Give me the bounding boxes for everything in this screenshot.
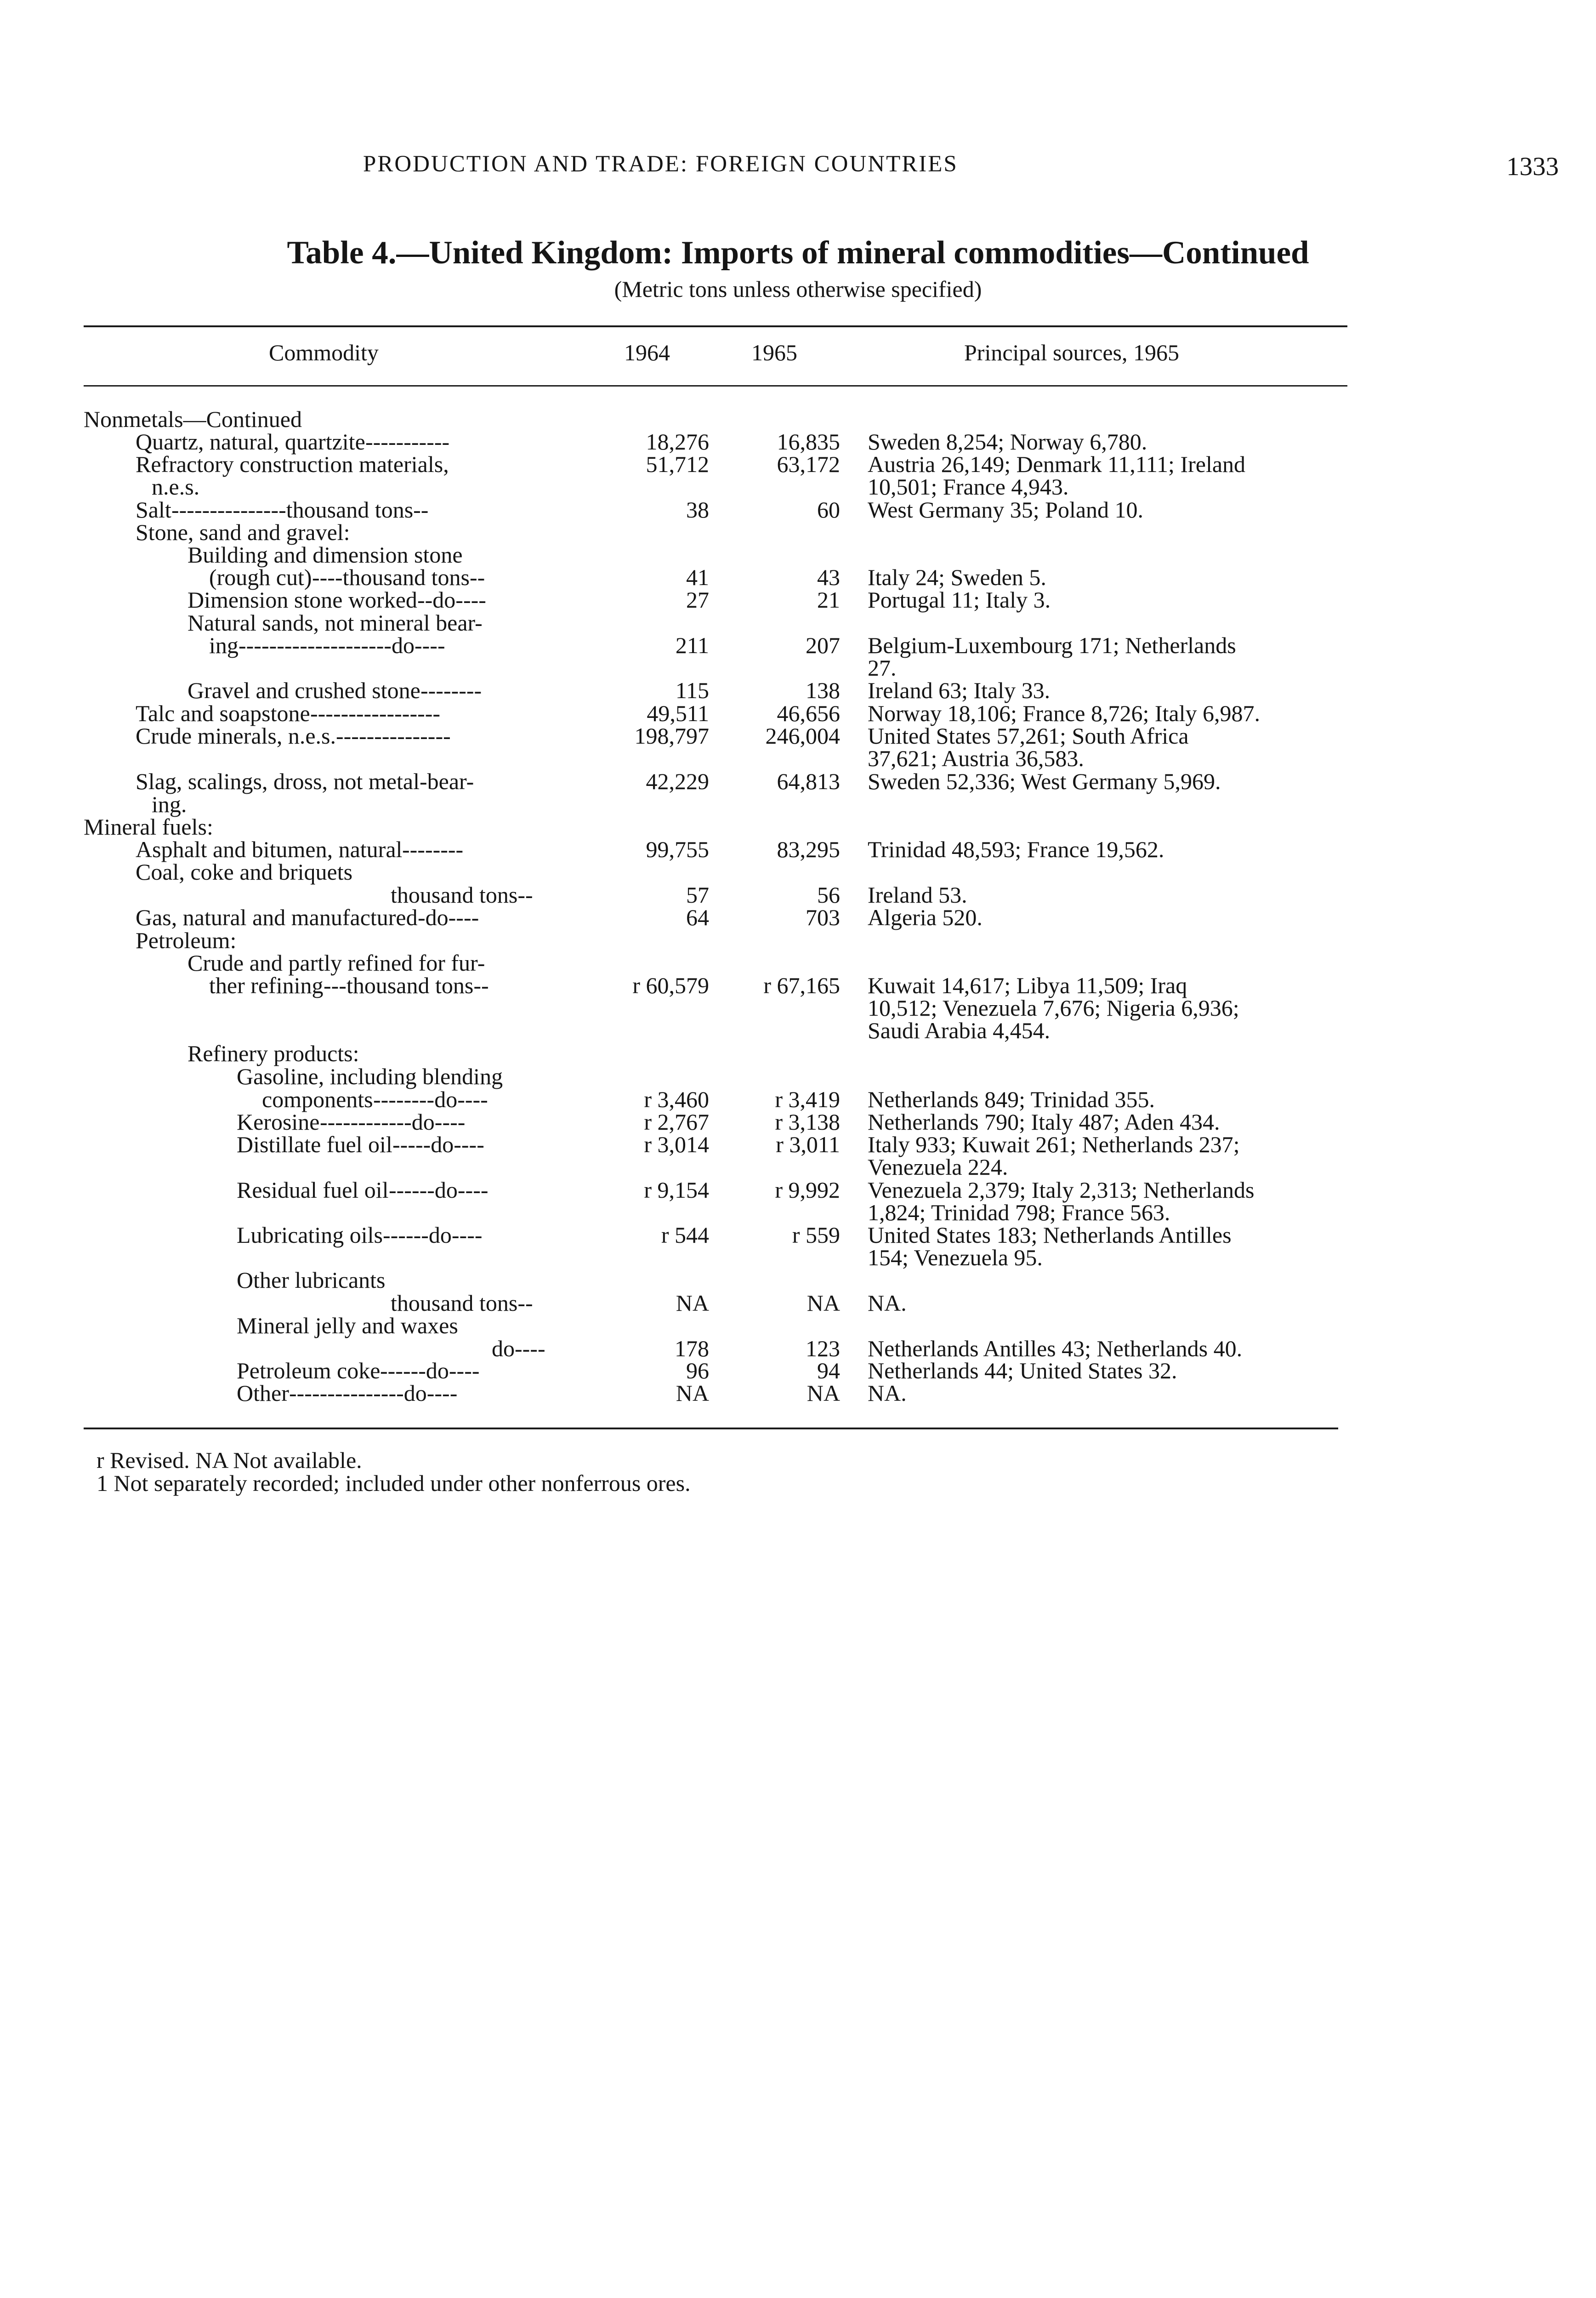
commodity-label: Refractory construction materials, <box>136 451 449 477</box>
table-row <box>0 1179 1596 1201</box>
value-1965: r 67,165 <box>763 973 840 998</box>
table-row <box>0 770 1596 792</box>
table-row <box>0 838 1596 860</box>
leader-dots: -----do---- <box>392 1132 484 1157</box>
commodity-label: (rough cut) <box>209 564 312 590</box>
principal-sources: Saudi Arabia 4,454. <box>868 1018 1051 1043</box>
leader-dots: ----thousand tons-- <box>312 564 485 590</box>
principal-sources: United States 183; Netherlands Antilles <box>868 1222 1232 1248</box>
value-1965: NA <box>807 1380 840 1406</box>
table-row <box>0 612 1596 634</box>
value-1964: 18,276 <box>646 429 709 455</box>
value-1965: r 3,011 <box>776 1132 840 1157</box>
principal-sources: Portugal 11; Italy 3. <box>868 587 1051 613</box>
table-row <box>0 431 1596 453</box>
commodity-label: n.e.s. <box>152 474 200 500</box>
table-row <box>0 816 1596 838</box>
table-row <box>0 1111 1596 1133</box>
value-1965: 138 <box>806 677 840 703</box>
commodity-label: Petroleum: <box>136 927 237 953</box>
value-1965: 207 <box>806 632 840 658</box>
column-header-sources: Principal sources, 1965 <box>964 340 1179 365</box>
principal-sources: Netherlands Antilles 43; Netherlands 40. <box>868 1336 1243 1361</box>
table-row <box>0 408 1596 430</box>
leader-dots: ---------------thousand tons-- <box>171 497 429 523</box>
commodity-label: Salt <box>136 497 171 523</box>
principal-sources: Belgium-Luxembourg 171; Netherlands <box>868 632 1236 658</box>
value-1965: r 9,992 <box>775 1177 840 1203</box>
value-1965: 703 <box>806 904 840 930</box>
value-1964: 99,755 <box>646 836 709 862</box>
value-1964: 198,797 <box>634 723 709 749</box>
leader-dots: -------- <box>420 677 482 703</box>
table-row <box>0 793 1596 815</box>
table-row <box>0 1269 1596 1291</box>
table-row <box>0 1088 1596 1110</box>
commodity-label: Natural sands, not mineral bear- <box>187 610 483 636</box>
table-row <box>0 1019 1596 1041</box>
value-1965: 60 <box>817 497 840 523</box>
table-row <box>0 884 1596 906</box>
value-1965: 63,172 <box>777 451 840 477</box>
commodity-label: Kerosine <box>237 1109 320 1135</box>
table-row <box>0 1246 1596 1268</box>
table-row <box>0 679 1596 701</box>
principal-sources: 10,501; France 4,943. <box>868 474 1069 500</box>
table-row <box>0 952 1596 974</box>
leader-dots: ------do---- <box>380 1358 480 1383</box>
value-1964: 42,229 <box>646 768 709 794</box>
value-1965: 46,656 <box>777 700 840 726</box>
value-1964: 178 <box>675 1336 709 1361</box>
commodity-label: Quartz, natural, quartzite <box>136 429 365 455</box>
principal-sources: Austria 26,149; Denmark 11,111; Ireland <box>868 451 1246 477</box>
value-1965: 21 <box>817 587 840 613</box>
value-1965: 64,813 <box>777 768 840 794</box>
value-1964: r 2,767 <box>644 1109 709 1135</box>
table-row <box>0 1156 1596 1178</box>
column-header-commodity: Commodity <box>269 340 379 365</box>
table-row <box>0 589 1596 611</box>
commodity-label: Building and dimension stone <box>187 542 463 568</box>
commodity-label: Petroleum coke <box>237 1358 381 1383</box>
commodity-label: Residual fuel oil <box>237 1177 389 1203</box>
value-1964: 38 <box>686 497 709 523</box>
table-row <box>0 1359 1596 1382</box>
table-row <box>0 1042 1596 1064</box>
principal-sources: Venezuela 224. <box>868 1154 1008 1180</box>
principal-sources: Kuwait 14,617; Libya 11,509; Iraq <box>868 973 1187 998</box>
value-1965: r 3,138 <box>775 1109 840 1135</box>
table-row <box>0 1382 1596 1404</box>
value-1965: 94 <box>817 1358 840 1383</box>
principal-sources: Netherlands 790; Italy 487; Aden 434. <box>868 1109 1220 1135</box>
table-row <box>0 702 1596 724</box>
commodity-label: do---- <box>492 1336 545 1361</box>
table-row <box>0 747 1596 769</box>
table-row <box>0 1065 1596 1087</box>
commodity-label: Mineral jelly and waxes <box>237 1313 458 1338</box>
principal-sources: 10,512; Venezuela 7,676; Nigeria 6,936; <box>868 995 1239 1021</box>
table-row <box>0 453 1596 475</box>
value-1965: 83,295 <box>777 836 840 862</box>
leader-dots: --------------------do---- <box>239 632 445 658</box>
table-row <box>0 1337 1596 1359</box>
table-row <box>0 1292 1596 1314</box>
commodity-label: Gas, natural and manufactured <box>136 904 418 930</box>
table-row <box>0 544 1596 566</box>
leader-dots: ---------------do---- <box>289 1380 458 1406</box>
value-1964: 57 <box>686 882 709 908</box>
table-row <box>0 634 1596 656</box>
leader-dots: ----------------- <box>310 700 441 726</box>
value-1964: r 60,579 <box>632 973 709 998</box>
principal-sources: NA. <box>868 1380 907 1406</box>
principal-sources: United States 57,261; South Africa <box>868 723 1189 749</box>
table-row <box>0 657 1596 679</box>
principal-sources: Sweden 8,254; Norway 6,780. <box>868 429 1147 455</box>
table-row <box>0 1133 1596 1155</box>
value-1965: 16,835 <box>777 429 840 455</box>
value-1964: 115 <box>675 677 709 703</box>
commodity-label: Asphalt and bitumen, natural <box>136 836 403 862</box>
leader-dots: ---thousand tons-- <box>324 973 489 998</box>
table-row <box>0 1314 1596 1337</box>
column-header-1965: 1965 <box>751 340 797 365</box>
principal-sources: Italy 933; Kuwait 261; Netherlands 237; <box>868 1132 1240 1157</box>
commodity-label: Distillate fuel oil <box>237 1132 392 1157</box>
value-1964: NA <box>676 1380 709 1406</box>
leader-dots: ------------do---- <box>320 1109 466 1135</box>
principal-sources: Ireland 63; Italy 33. <box>868 677 1051 703</box>
commodity-label: Gravel and crushed stone <box>187 677 420 703</box>
value-1964: 96 <box>686 1358 709 1383</box>
commodity-label: ing. <box>152 791 187 817</box>
commodity-label: Nonmetals—Continued <box>84 406 302 432</box>
commodity-label: thousand tons-- <box>391 1290 533 1316</box>
commodity-label: ing <box>209 632 239 658</box>
leader-dots: ------do---- <box>383 1222 483 1248</box>
table-row <box>0 861 1596 883</box>
principal-sources: Netherlands 849; Trinidad 355. <box>868 1086 1155 1112</box>
commodity-label: Mineral fuels: <box>84 814 213 840</box>
value-1965: 246,004 <box>765 723 840 749</box>
leader-dots: ----------- <box>365 429 450 455</box>
table-row <box>0 974 1596 996</box>
commodity-label: Lubricating oils <box>237 1222 383 1248</box>
principal-sources: NA. <box>868 1290 907 1316</box>
principal-sources: Algeria 520. <box>868 904 983 930</box>
page-number: 1333 <box>1506 152 1559 181</box>
top-rule <box>84 325 1347 327</box>
principal-sources: 37,621; Austria 36,583. <box>868 745 1084 771</box>
table-row <box>0 906 1596 928</box>
value-1964: NA <box>676 1290 709 1316</box>
principal-sources: Venezuela 2,379; Italy 2,313; Netherlands <box>868 1177 1255 1203</box>
commodity-label: Other <box>237 1380 289 1406</box>
value-1965: r 559 <box>792 1222 840 1248</box>
commodity-label: Crude and partly refined for fur- <box>187 950 485 976</box>
principal-sources: 154; Venezuela 95. <box>868 1245 1043 1270</box>
commodity-label: Crude minerals, n.e.s. <box>136 723 336 749</box>
table-title: Table 4.—United Kingdom: Imports of mineral commodities—Continued <box>287 235 1309 271</box>
leader-dots: -do---- <box>418 904 479 930</box>
principal-sources: Netherlands 44; United States 32. <box>868 1358 1177 1383</box>
commodity-label: thousand tons-- <box>391 882 533 908</box>
table-row <box>0 929 1596 951</box>
value-1964: r 3,460 <box>644 1086 709 1112</box>
value-1964: r 9,154 <box>644 1177 709 1203</box>
principal-sources: Norway 18,106; France 8,726; Italy 6,987. <box>868 700 1261 726</box>
commodity-label: Talc and soapstone <box>136 700 310 726</box>
table-row <box>0 1224 1596 1246</box>
commodity-label: Coal, coke and briquets <box>136 859 353 885</box>
value-1965: 56 <box>817 882 840 908</box>
principal-sources: Sweden 52,336; West Germany 5,969. <box>868 768 1221 794</box>
value-1965: 123 <box>806 1336 840 1361</box>
value-1965: 43 <box>817 564 840 590</box>
table-row <box>0 521 1596 543</box>
value-1964: 211 <box>675 632 709 658</box>
commodity-label: Refinery products: <box>187 1041 359 1066</box>
leader-dots: --do---- <box>417 587 486 613</box>
value-1965: NA <box>807 1290 840 1316</box>
principal-sources: 27. <box>868 655 897 681</box>
header-rule <box>84 385 1347 387</box>
leader-dots: --------do---- <box>373 1086 488 1112</box>
bottom-rule <box>84 1428 1338 1429</box>
value-1964: r 544 <box>661 1222 709 1248</box>
commodity-label: Stone, sand and gravel: <box>136 519 350 545</box>
leader-dots: ------do---- <box>389 1177 488 1203</box>
commodity-label: ther refining <box>209 973 324 998</box>
value-1964: 64 <box>686 904 709 930</box>
principal-sources: West Germany 35; Poland 10. <box>868 497 1144 523</box>
footnote-not-recorded: 1 Not separately recorded; included under other nonferrous ores. <box>97 1470 691 1496</box>
commodity-label: Other lubricants <box>237 1267 386 1293</box>
principal-sources: Ireland 53. <box>868 882 967 908</box>
commodity-label: Gasoline, including blending <box>237 1064 503 1089</box>
table-row <box>0 476 1596 498</box>
value-1964: 27 <box>686 587 709 613</box>
table-row <box>0 499 1596 521</box>
commodity-label: components <box>262 1086 373 1112</box>
running-head: PRODUCTION AND TRADE: FOREIGN COUNTRIES <box>363 151 958 177</box>
table-subtitle: (Metric tons unless otherwise specified) <box>614 276 982 302</box>
value-1964: 49,511 <box>647 700 709 726</box>
value-1965: r 3,419 <box>775 1086 840 1112</box>
table-row <box>0 566 1596 588</box>
table-row <box>0 725 1596 747</box>
footnote-revised: r Revised. NA Not available. <box>97 1447 362 1473</box>
commodity-label: Dimension stone worked <box>187 587 417 613</box>
table-row <box>0 997 1596 1019</box>
commodity-label: Slag, scalings, dross, not metal-bear- <box>136 768 474 794</box>
principal-sources: 1,824; Trinidad 798; France 563. <box>868 1200 1170 1225</box>
leader-dots: -------- <box>402 836 464 862</box>
value-1964: 51,712 <box>646 451 709 477</box>
column-header-1964: 1964 <box>624 340 670 365</box>
principal-sources: Trinidad 48,593; France 19,562. <box>868 836 1164 862</box>
leader-dots: --------------- <box>336 723 451 749</box>
value-1964: r 3,014 <box>644 1132 709 1157</box>
principal-sources: Italy 24; Sweden 5. <box>868 564 1046 590</box>
value-1964: 41 <box>686 564 709 590</box>
table-row <box>0 1201 1596 1223</box>
